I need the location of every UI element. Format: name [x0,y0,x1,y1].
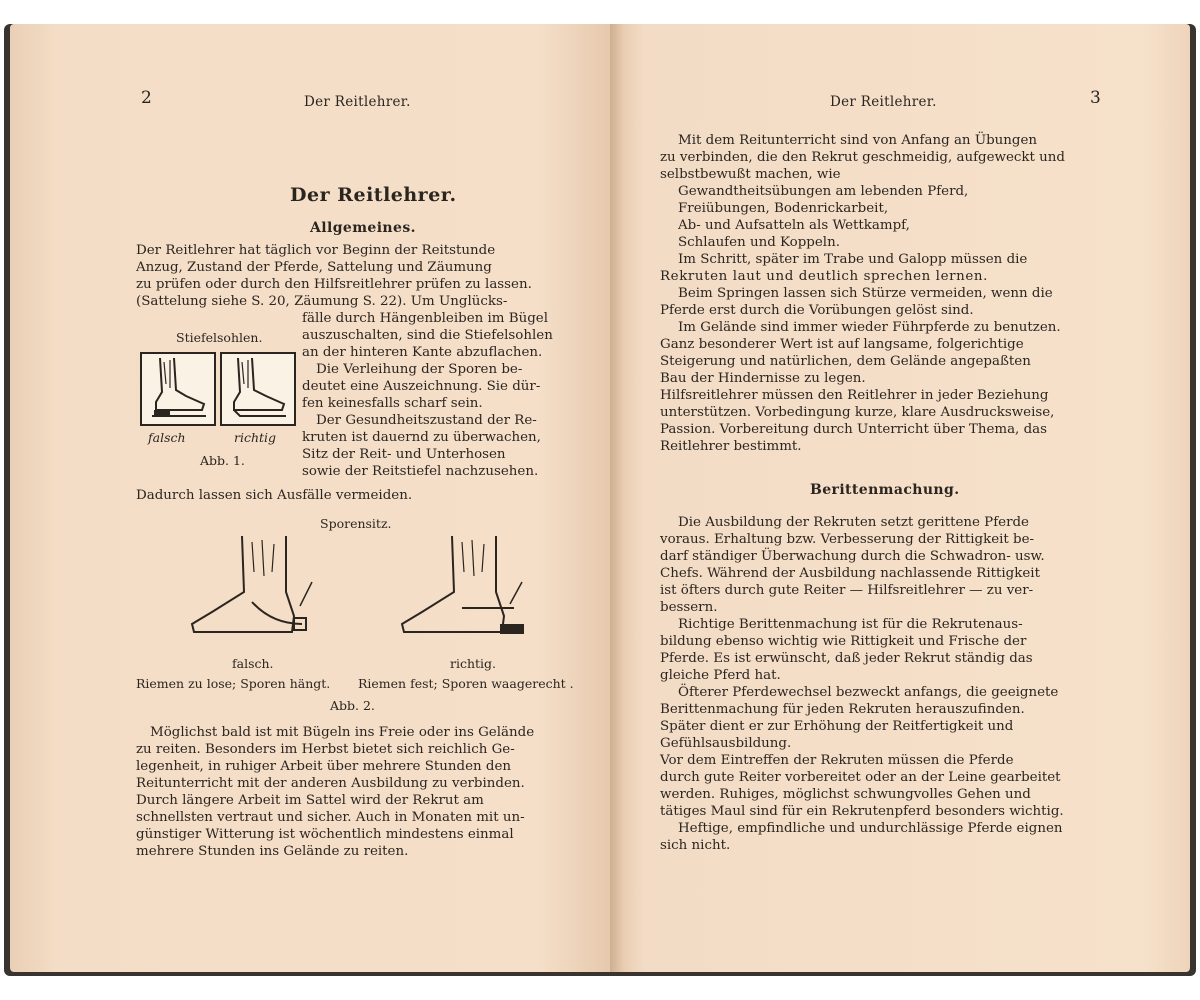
list-item: Schlaufen und Koppeln. [678,235,840,250]
text-line: darf ständiger Überwachung durch die Schwadron- usw. [660,549,1045,564]
text-line: bessern. [660,600,718,615]
text-line: werden. Ruhiges, möglichst schwungvolles Gehen und [660,787,1031,802]
text-line: Bau der Hindernisse zu legen. [660,371,866,386]
text-line: zu reiten. Besonders im Herbst bietet sich reichlich Ge- [136,742,515,757]
text-line: Steigerung und natürlichen, dem Gelände angepaßten [660,354,1031,369]
text-line: Dadurch lassen sich Ausfälle vermeiden. [136,488,413,503]
text-line: auszuschalten, sind die Stiefelsohlen [302,328,553,343]
text-line: Anzug, Zustand der Pferde, Sattelung und Zäumung [136,260,492,275]
book-spread [4,24,1196,976]
left-page-number: 2 [141,88,152,108]
text-line: Später dient er zur Erhöhung der Reitfertigkeit und [660,719,1014,734]
text-line: Vor dem Eintreffen der Rekruten müssen die Pferde [660,753,1014,768]
text-line: Die Verleihung der Sporen be- [316,362,523,377]
paragraph-gelaende [136,724,582,864]
text-line: Im Schritt, später im Trabe und Galopp müssen die [678,252,1028,267]
boot-heel-icon [142,354,214,424]
list-item: Freiübungen, Bodenrickarbeit, [678,201,889,216]
gutter-shadow [610,24,624,972]
text-line: zu prüfen oder durch den Hilfsreitlehrer prüfen zu lassen. [136,277,532,292]
text-line: Der Reitlehrer hat täglich vor Beginn der Reitstunde [136,243,496,258]
text-line: Ganz besonderer Wert ist auf langsame, folgerichtige [660,337,1024,352]
text-line: an der hinteren Kante abzuflachen. [302,345,543,360]
text-line: durch gute Reiter vorbereitet oder an der Leine gearbeitet [660,770,1061,785]
text-line: Rekruten laut und deutlich sprechen lernen. [660,269,988,284]
text-line: sich nicht. [660,838,731,853]
fig2-desc-right: Riemen fest; Sporen waagerecht . [358,676,574,691]
text-line: Gefühlsausbildung. [660,736,792,751]
text-line: selbstbewußt machen, wie [660,167,841,182]
text-line: Beim Springen lassen sich Stürze vermeiden, wenn die [678,286,1053,301]
text-line: Chefs. Während der Ausbildung nachlassende Rittigkeit [660,566,1040,581]
paragraph-wrap [302,310,582,484]
left-running-head: Der Reitlehrer. [304,94,411,110]
text-line: Richtige Berittenmachung ist für die Rekrutenaus- [678,617,1023,632]
text-line: günstiger Witterung ist wöchentlich mindestens einmal [136,827,514,842]
text-line: Im Gelände sind immer wieder Führpferde zu benutzen. [678,320,1061,335]
fig2-desc-wrong: Riemen zu lose; Sporen hängt. [136,676,331,691]
text-line: Berittenmachung für jeden Rekruten herauszufinden. [660,702,1025,717]
text-line: Die Ausbildung der Rekruten setzt gerittene Pferde [678,515,1029,530]
text-line: gleiche Pferd hat. [660,668,781,683]
text-line: kruten ist dauernd zu überwachen, [302,430,541,445]
text-line: mehrere Stunden ins Gelände zu reiten. [136,844,409,859]
text-line: Öfterer Pferdewechsel bezweckt anfangs, die geeignete [678,685,1059,700]
right-running-head: Der Reitlehrer. [830,94,937,110]
text-line: Der Gesundheitszustand der Re- [316,413,537,428]
paragraph-uebungen [660,132,1108,462]
right-page [610,24,1190,972]
paragraph-intro [136,242,582,312]
fig1-label-wrong: falsch [148,430,186,445]
text-line: Hilfsreitlehrer müssen den Reitlehrer in jeder Beziehung [660,388,1049,403]
text-line: Reitlehrer bestimmt. [660,439,802,454]
fig1-panel-right [220,352,296,426]
text-line: Sitz der Reit- und Unterhosen [302,447,506,462]
fig1-caption-top: Stiefelsohlen. [176,330,263,345]
paragraph-berittenmachung [660,514,1108,859]
fig1-label-right: richtig [234,430,277,445]
text-line: sowie der Reitstiefel nachzusehen. [302,464,539,479]
text-line: zu verbinden, die den Rekrut geschmeidig, aufgeweckt und [660,150,1065,165]
fig2-label-right: richtig. [450,656,497,671]
text-line: bildung ebenso wichtig wie Rittigkeit und Frische der [660,634,1027,649]
text-line: tätiges Maul sind für ein Rekrutenpferd besonders wichtig. [660,804,1064,819]
left-page [10,24,610,972]
page-title: Der Reitlehrer. [290,184,457,206]
fig2-caption-top: Sporensitz. [320,516,392,531]
boot-spur-correct-icon [392,532,542,652]
text-line: fen keinesfalls scharf sein. [302,396,483,411]
fig2-caption: Abb. 2. [330,698,375,713]
boot-sole-icon [222,354,294,424]
text-line: Pferde erst durch die Vorübungen gelöst sind. [660,303,974,318]
fig1-panel-wrong [140,352,216,426]
list-item: Ab- und Aufsatteln als Wettkampf, [678,218,910,233]
boot-spur-loose-icon [182,532,332,652]
text-line: fälle durch Hängenbleiben im Bügel [302,311,548,326]
text-line: (Sattelung siehe S. 20, Zäumung S. 22). Um Unglücks- [136,294,508,309]
fig1-caption: Abb. 1. [200,453,245,468]
text-line: legenheit, in ruhiger Arbeit über mehrere Stunden den [136,759,512,774]
right-page-number: 3 [1090,88,1101,108]
text-line: Pferde. Es ist erwünscht, daß jeder Rekrut ständig das [660,651,1033,666]
text-line: Möglichst bald ist mit Bügeln ins Freie oder ins Gelände [150,725,535,740]
text-line: Heftige, empfindliche und undurchlässige Pferde eignen [678,821,1063,836]
text-line: deutet eine Auszeichnung. Sie dür- [302,379,541,394]
section-heading-allgemeines: Allgemeines. [310,220,416,236]
text-line: unterstützen. Vorbedingung kurze, klare Ausdrucksweise, [660,405,1055,420]
text-line: Passion. Vorbereitung durch Unterricht über Thema, das [660,422,1047,437]
text-line: ist öfters durch gute Reiter — Hilfsreitlehrer — zu ver- [660,583,1034,598]
list-item: Gewandtheitsübungen am lebenden Pferd, [678,184,969,199]
text-line: Mit dem Reitunterricht sind von Anfang an Übungen [678,133,1038,148]
text-line: schnellsten vertraut und sicher. Auch in Monaten mit un- [136,810,525,825]
section-heading-berittenmachung: Berittenmachung. [810,482,960,498]
text-line: voraus. Erhaltung bzw. Verbesserung der Rittigkeit be- [660,532,1035,547]
text-line: Durch längere Arbeit im Sattel wird der Rekrut am [136,793,484,808]
fig2-label-wrong: falsch. [232,656,274,671]
text-line: Reitunterricht mit der anderen Ausbildung zu verbinden. [136,776,525,791]
